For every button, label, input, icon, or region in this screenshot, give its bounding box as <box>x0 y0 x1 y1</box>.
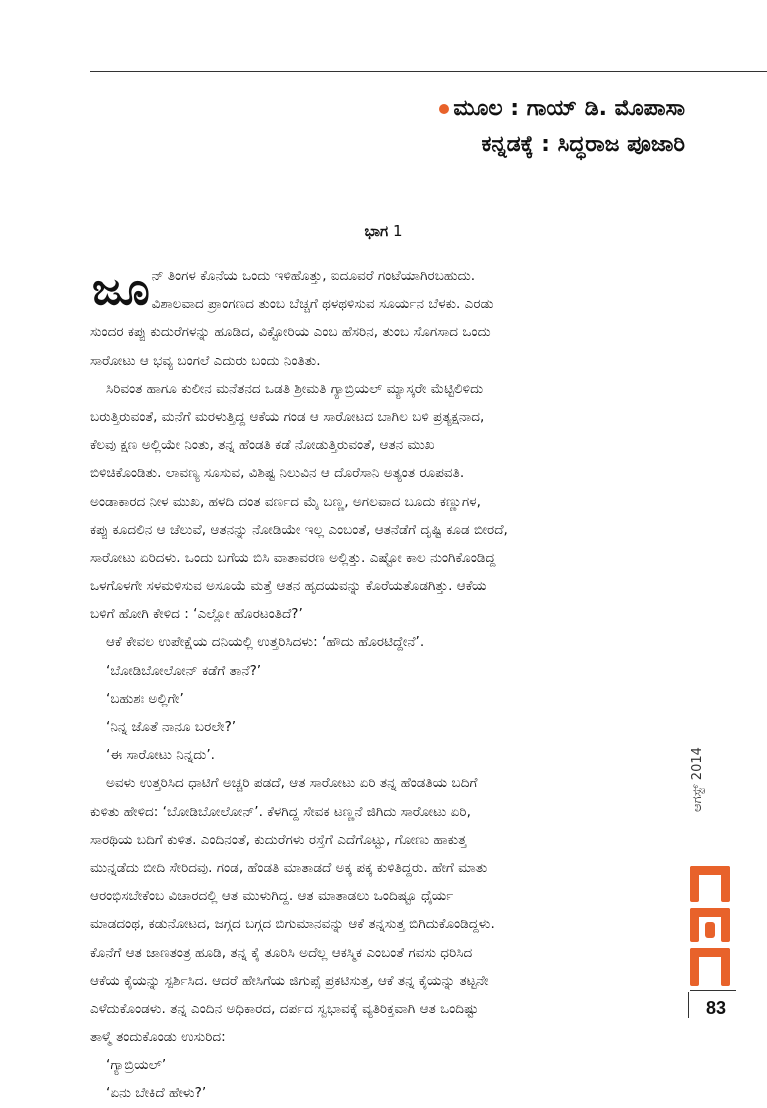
body-line: ಒಳಗೊಳಗೇ ಸಳಮಳಿಸುವ ಅಸೂಯೆ ಮತ್ತೆ ಆತನ ಹೃದಯವನ್ನು ಕೊರೆಯತೊಡಗಿತ್ತು. ಆಕೆಯ <box>90 578 487 595</box>
dialogue-line: ‘ಬಹುಶಃ ಅಲ್ಲಿಗೇ’ <box>106 690 184 707</box>
body-line: ಬಳಿಗೆ ಹೋಗಿ ಕೇಳಿದ : ‘ಎಲ್ಲೋ ಹೊರಟಂತಿದೆ?’ <box>90 606 303 623</box>
body-line: ಕೆಲವು ಕ್ಷಣ ಅಲ್ಲಿಯೇ ನಿಂತು, ತನ್ನ ಹೆಂಡತಿ ಕಡೆ ನೋಡುತ್ತಿರುವಂತೆ, ಆತನ ಮುಖ <box>90 437 435 454</box>
magazine-logo <box>688 862 734 990</box>
dialogue-line: ‘ಏನು ಬೇಕಿದೆ ಹೇಳು?’ <box>106 1085 207 1102</box>
section-heading <box>0 222 767 240</box>
byline-original-author: ಮೂಲ : ಗಾಯ್ ಡಿ. ಮೊಪಾಸಾ <box>439 96 685 121</box>
issue-date: ಆಗಸ್ಟ್ 2014 <box>690 747 705 812</box>
dialogue-line: ‘ಬೋಡಿಬೋಲೋನ್ ಕಡೆಗೆ ತಾನೆ?’ <box>106 662 262 679</box>
body-line: ಮುನ್ನಡೆದು ಬೀದಿ ಸೇರಿದವು. ಗಂಡ, ಹೆಂಡತಿ ಮಾತಾಡದೆ ಅಕ್ಕ ಪಕ್ಕ ಕುಳಿತಿದ್ದರು. ಹೇಗೆ ಮಾತು <box>90 859 488 876</box>
body-line: ಮಾಡದಂಥ, ಕಡುನೋಟದ, ಜಗ್ಗದ ಬಗ್ಗದ ಬಿಗುಮಾನವನ್ನು ಆಕೆ ತನ್ನಸುತ್ತ ಬಿಗಿದುಕೊಂಡಿದ್ದಳು. <box>90 916 495 933</box>
bullet-icon <box>439 104 449 114</box>
drop-cap: ಜೂ <box>92 264 148 315</box>
top-rule <box>90 71 767 72</box>
section-number: 1 <box>392 222 403 240</box>
page-number: 83 <box>706 998 727 1018</box>
body-line: ಕೊನೆಗೆ ಆತ ಜಾಣತಂತ್ರ ಹೂಡಿ, ತನ್ನ ಕೈ ತೂರಿಸಿ ಅದೆಲ್ಲ ಆಕಸ್ಮಿಕ ಎಂಬಂತೆ ಗವಸು ಧರಿಸಿದ <box>90 944 473 961</box>
body-line: ಕಪ್ಪು ಕೂದಲಿನ ಆ ಚೆಲುವೆ, ಆತನನ್ನು ನೋಡಿಯೇ ಇಲ್ಲ ಎಂಬಂತೆ, ಆತನೆಡೆಗೆ ದೃಷ್ಟಿ ಕೂಡ ಬೀರದೆ, <box>90 521 508 538</box>
footer-divider <box>688 992 689 1018</box>
section-label: ಭಾಗ <box>364 222 389 240</box>
body-line: ಎಳೆದುಕೊಂಡಳು. ತನ್ನ ಎಂದಿನ ಅಧಿಕಾರದ, ದರ್ಪದ ಸ್ವಭಾವಕ್ಕೆ ವ್ಯತಿರಿಕ್ತವಾಗಿ ಆತ ಒಂದಿಷ್ಟು <box>90 1000 479 1017</box>
article-body <box>90 262 665 1108</box>
body-line: ಆಕೆ ಕೇವಲ ಉಪೇಕ್ಷೆಯ ದನಿಯಲ್ಲಿ ಉತ್ತರಿಸಿದಳು: ‘ಹೌದು ಹೊರಟಿದ್ದೇನೆ’. <box>106 634 425 651</box>
body-line: ಸಿರಿವಂತ ಹಾಗೂ ಕುಲೀನ ಮನೆತನದ ಒಡತಿ ಶ್ರೀಮತಿ ಗ್ಯಾಬ್ರಿಯಲ್ ಮ್ಯಾಸ್ಕರೇ ಮೆಟ್ಟಿಲಿಳಿದು <box>106 380 484 397</box>
body-line: ಸಾರೋಟು ಏರಿದಳು. ಒಂದು ಬಗೆಯ ಬಿಸಿ ವಾತಾವರಣ ಅಲ್ಲಿತ್ತು. ಎಷ್ಟೋ ಕಾಲ ನುಂಗಿಕೊಂಡಿದ್ದ <box>90 549 496 566</box>
body-line: ತಾಳ್ಮೆ ತಂದುಕೊಂಡು ಉಸುರಿದ: <box>90 1029 226 1046</box>
body-line: ಅಂಡಾಕಾರದ ನೀಳ ಮುಖ, ಹಳದಿ ದಂತ ವರ್ಣದ ಮೈ ಬಣ್ಣ, ಅಗಲವಾದ ಬೂದು ಕಣ್ಣುಗಳ, <box>90 493 481 510</box>
body-line: ಕುಳಿತು ಹೇಳಿದ: ‘ಬೋಡಿಬೋಲೋನ್’. ಕೆಳಗಿದ್ದ ಸೇವಕ ಟಣ್ಣನೆ ಜಿಗಿದು ಸಾರೋಟು ಏರಿ, <box>90 803 471 820</box>
body-line: ಬರುತ್ತಿರುವಂತೆ, ಮನೆಗೆ ಮರಳುತ್ತಿದ್ದ ಆಕೆಯ ಗಂಡ ಆ ಸಾರೋಟದ ಬಾಗಿಲ ಬಳಿ ಪ್ರತ್ಯಕ್ಷನಾದ, <box>90 408 485 425</box>
byline-translator: ಕನ್ನಡಕ್ಕೆ : ಸಿದ್ಧರಾಜ ಪೂಜಾರಿ <box>481 132 685 157</box>
dialogue-line: ‘ಈ ಸಾರೋಟು ನಿನ್ನದು’. <box>106 747 215 764</box>
body-line: ವಿಶಾಲವಾದ ಪ್ರಾಂಗಣದ ತುಂಬ ಬೆಚ್ಚಗೆ ಥಳಥಳಿಸುವ ಸೂರ್ಯನ ಬೆಳಕು. ಎರಡು <box>151 296 494 313</box>
body-line: ಸಾರಥಿಯ ಬದಿಗೆ ಕುಳಿತ. ಎಂದಿನಂತೆ, ಕುದುರೆಗಳು ರಸ್ತೆಗೆ ಎದೆಗೊಟ್ಟು, ಗೋಣು ಹಾಕುತ್ತ <box>90 831 467 848</box>
footer-rule <box>690 990 736 991</box>
body-line: ಬಿಳಿಚಿಕೊಂಡಿತು. ಲಾವಣ್ಯ ಸೂಸುವ, ವಿಶಿಷ್ಟ ನಿಲುವಿನ ಆ ದೊರೆಸಾನಿ ಅತ್ಯಂತ ರೂಪವತಿ. <box>90 465 465 482</box>
body-line: ಆಕೆಯ ಕೈಯನ್ನು ಸ್ಪರ್ಶಿಸಿದ. ಆದರೆ ಹೇಸಿಗೆಯ ಜಿಗುಪ್ಸೆ ಪ್ರಕಟಿಸುತ್ತ, ಆಕೆ ತನ್ನ ಕೈಯನ್ನು ತಟ್ಟನೇ <box>90 972 489 989</box>
dialogue-line: ‘ನಿನ್ನ ಜೊತೆ ನಾನೂ ಬರಲೇ?’ <box>106 719 237 735</box>
body-line: ಅವಳು ಉತ್ತರಿಸಿದ ಧಾಟಿಗೆ ಅಚ್ಚರಿ ಪಡದೆ, ಆತ ಸಾರೋಟು ಏರಿ ತನ್ನ ಹೆಂಡತಿಯ ಬದಿಗೆ <box>106 775 478 792</box>
body-line: ಆರಂಭಿಸಬೇಕೆಂಬ ವಿಚಾರದಲ್ಲಿ ಆತ ಮುಳುಗಿದ್ದ. ಆತ ಮಾತಾಡಲು ಒಂದಿಷ್ಟೂ ಧೈರ್ಯ <box>90 888 454 905</box>
body-line: ಸುಂದರ ಕಪ್ಪು ಕುದುರೆಗಳನ್ನು ಹೂಡಿದ, ವಿಕ್ಟೋರಿಯ ಎಂಬ ಹೆಸರಿನ, ತುಂಬ ಸೊಗಸಾದ ಒಂದು <box>90 324 491 341</box>
body-line: ನ್ ತಿಂಗಳ ಕೊನೆಯ ಒಂದು ಇಳಿಹೊತ್ತು, ಐದೂವರೆ ಗಂಟೆಯಾಗಿರಬಹುದು. <box>151 268 476 284</box>
dialogue-line: ‘ಗ್ಯಾಬ್ರಿಯಲ್’ <box>106 1057 167 1074</box>
body-line: ಸಾರೋಟು ಆ ಭವ್ಯ ಬಂಗಲೆ ಎದುರು ಬಂದು ನಿಂತಿತು. <box>90 352 321 369</box>
